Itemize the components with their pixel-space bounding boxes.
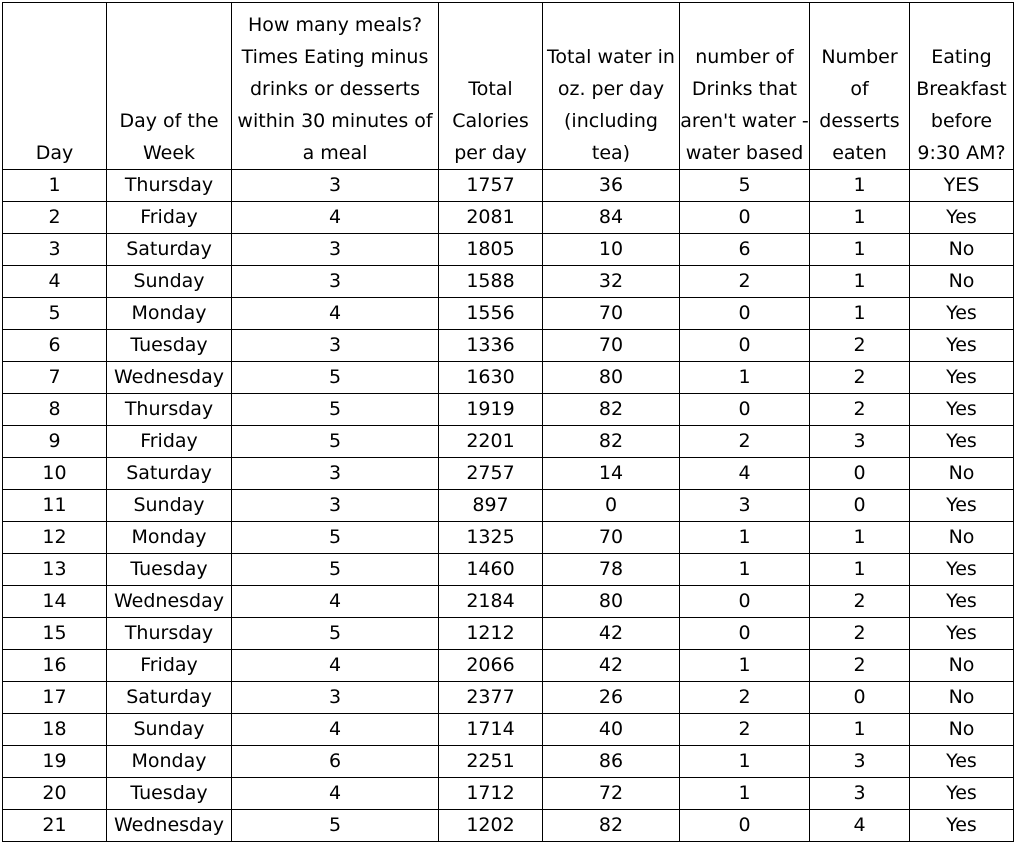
cell-desserts: 0 bbox=[810, 682, 910, 714]
cell-meals: 6 bbox=[232, 746, 439, 778]
cell-day: 21 bbox=[3, 810, 107, 842]
cell-water: 86 bbox=[543, 746, 680, 778]
cell-water: 70 bbox=[543, 522, 680, 554]
cell-calories: 1556 bbox=[439, 298, 543, 330]
cell-desserts: 2 bbox=[810, 330, 910, 362]
cell-breakfast: No bbox=[910, 714, 1014, 746]
cell-water: 42 bbox=[543, 650, 680, 682]
cell-calories: 1805 bbox=[439, 234, 543, 266]
cell-breakfast: Yes bbox=[910, 330, 1014, 362]
cell-breakfast: Yes bbox=[910, 810, 1014, 842]
cell-day-of-week: Wednesday bbox=[107, 810, 232, 842]
cell-other-drinks: 1 bbox=[680, 554, 810, 586]
cell-meals: 5 bbox=[232, 394, 439, 426]
table-body bbox=[3, 170, 1014, 842]
cell-breakfast: No bbox=[910, 522, 1014, 554]
cell-water: 14 bbox=[543, 458, 680, 490]
cell-other-drinks: 0 bbox=[680, 618, 810, 650]
cell-other-drinks: 2 bbox=[680, 682, 810, 714]
cell-meals: 4 bbox=[232, 778, 439, 810]
cell-day-of-week: Friday bbox=[107, 426, 232, 458]
cell-other-drinks: 1 bbox=[680, 778, 810, 810]
cell-day: 1 bbox=[3, 170, 107, 202]
cell-day-of-week: Tuesday bbox=[107, 330, 232, 362]
table-row bbox=[3, 330, 1014, 362]
cell-day: 19 bbox=[3, 746, 107, 778]
cell-calories: 2251 bbox=[439, 746, 543, 778]
cell-calories: 2184 bbox=[439, 586, 543, 618]
cell-water: 84 bbox=[543, 202, 680, 234]
cell-day: 10 bbox=[3, 458, 107, 490]
cell-breakfast: No bbox=[910, 266, 1014, 298]
cell-breakfast: Yes bbox=[910, 490, 1014, 522]
cell-water: 72 bbox=[543, 778, 680, 810]
cell-day-of-week: Sunday bbox=[107, 714, 232, 746]
cell-breakfast: No bbox=[910, 234, 1014, 266]
cell-meals: 5 bbox=[232, 618, 439, 650]
cell-desserts: 2 bbox=[810, 394, 910, 426]
cell-breakfast: Yes bbox=[910, 394, 1014, 426]
cell-day-of-week: Monday bbox=[107, 522, 232, 554]
cell-day: 18 bbox=[3, 714, 107, 746]
header-breakfast-label: Eating Breakfast before 9:30 AM? bbox=[916, 46, 1007, 164]
cell-other-drinks: 1 bbox=[680, 522, 810, 554]
table-row bbox=[3, 362, 1014, 394]
cell-water: 42 bbox=[543, 618, 680, 650]
cell-breakfast: Yes bbox=[910, 298, 1014, 330]
cell-day: 2 bbox=[3, 202, 107, 234]
cell-day: 14 bbox=[3, 586, 107, 618]
cell-other-drinks: 5 bbox=[680, 170, 810, 202]
cell-day-of-week: Saturday bbox=[107, 234, 232, 266]
cell-day-of-week: Saturday bbox=[107, 458, 232, 490]
header-day bbox=[3, 3, 107, 170]
table-row bbox=[3, 586, 1014, 618]
cell-desserts: 1 bbox=[810, 714, 910, 746]
cell-other-drinks: 1 bbox=[680, 362, 810, 394]
cell-breakfast: Yes bbox=[910, 586, 1014, 618]
table-row bbox=[3, 522, 1014, 554]
table-row bbox=[3, 714, 1014, 746]
cell-day-of-week: Friday bbox=[107, 202, 232, 234]
cell-other-drinks: 0 bbox=[680, 330, 810, 362]
cell-day-of-week: Saturday bbox=[107, 682, 232, 714]
cell-water: 10 bbox=[543, 234, 680, 266]
cell-meals: 5 bbox=[232, 522, 439, 554]
header-water bbox=[543, 3, 680, 170]
cell-day-of-week: Wednesday bbox=[107, 586, 232, 618]
cell-day-of-week: Thursday bbox=[107, 394, 232, 426]
cell-day: 11 bbox=[3, 490, 107, 522]
cell-desserts: 2 bbox=[810, 618, 910, 650]
cell-breakfast: No bbox=[910, 682, 1014, 714]
table-row bbox=[3, 234, 1014, 266]
cell-day: 3 bbox=[3, 234, 107, 266]
cell-other-drinks: 0 bbox=[680, 298, 810, 330]
cell-day: 5 bbox=[3, 298, 107, 330]
cell-meals: 4 bbox=[232, 650, 439, 682]
cell-day-of-week: Monday bbox=[107, 298, 232, 330]
cell-calories: 2377 bbox=[439, 682, 543, 714]
cell-desserts: 4 bbox=[810, 810, 910, 842]
cell-day: 16 bbox=[3, 650, 107, 682]
table-header bbox=[3, 3, 1014, 170]
cell-day: 4 bbox=[3, 266, 107, 298]
cell-desserts: 2 bbox=[810, 362, 910, 394]
cell-breakfast: YES bbox=[910, 170, 1014, 202]
cell-water: 82 bbox=[543, 426, 680, 458]
cell-meals: 4 bbox=[232, 714, 439, 746]
cell-other-drinks: 2 bbox=[680, 266, 810, 298]
table-row bbox=[3, 202, 1014, 234]
cell-day-of-week: Sunday bbox=[107, 490, 232, 522]
cell-day: 9 bbox=[3, 426, 107, 458]
cell-desserts: 0 bbox=[810, 458, 910, 490]
table-row bbox=[3, 426, 1014, 458]
cell-meals: 5 bbox=[232, 810, 439, 842]
header-meals-label: How many meals? Times Eating minus drinks or desserts within 30 minutes of a meal bbox=[237, 14, 433, 164]
cell-water: 80 bbox=[543, 362, 680, 394]
cell-breakfast: Yes bbox=[910, 746, 1014, 778]
cell-calories: 2081 bbox=[439, 202, 543, 234]
cell-day-of-week: Tuesday bbox=[107, 778, 232, 810]
cell-meals: 5 bbox=[232, 426, 439, 458]
cell-desserts: 3 bbox=[810, 746, 910, 778]
cell-desserts: 1 bbox=[810, 170, 910, 202]
cell-day-of-week: Thursday bbox=[107, 618, 232, 650]
header-other-drinks bbox=[680, 3, 810, 170]
cell-day: 7 bbox=[3, 362, 107, 394]
cell-meals: 3 bbox=[232, 234, 439, 266]
table-row bbox=[3, 298, 1014, 330]
cell-day-of-week: Friday bbox=[107, 650, 232, 682]
cell-other-drinks: 2 bbox=[680, 426, 810, 458]
table-row bbox=[3, 618, 1014, 650]
cell-meals: 3 bbox=[232, 490, 439, 522]
cell-desserts: 1 bbox=[810, 554, 910, 586]
cell-meals: 3 bbox=[232, 266, 439, 298]
table-row bbox=[3, 810, 1014, 842]
cell-day: 6 bbox=[3, 330, 107, 362]
cell-desserts: 1 bbox=[810, 266, 910, 298]
cell-calories: 1212 bbox=[439, 618, 543, 650]
cell-calories: 1202 bbox=[439, 810, 543, 842]
header-calories bbox=[439, 3, 543, 170]
header-day-of-week bbox=[107, 3, 232, 170]
cell-calories: 1325 bbox=[439, 522, 543, 554]
cell-meals: 5 bbox=[232, 554, 439, 586]
cell-meals: 3 bbox=[232, 458, 439, 490]
cell-desserts: 0 bbox=[810, 490, 910, 522]
cell-day-of-week: Thursday bbox=[107, 170, 232, 202]
table-row bbox=[3, 778, 1014, 810]
cell-calories: 1712 bbox=[439, 778, 543, 810]
header-other-drinks-label: number of Drinks that aren't water - water based bbox=[680, 46, 809, 164]
cell-water: 82 bbox=[543, 394, 680, 426]
cell-calories: 897 bbox=[439, 490, 543, 522]
cell-meals: 3 bbox=[232, 170, 439, 202]
header-day-label: Day bbox=[35, 142, 74, 164]
cell-day-of-week: Sunday bbox=[107, 266, 232, 298]
header-desserts-label: Number of desserts eaten bbox=[819, 46, 900, 164]
cell-calories: 1588 bbox=[439, 266, 543, 298]
cell-desserts: 1 bbox=[810, 234, 910, 266]
cell-desserts: 2 bbox=[810, 650, 910, 682]
food-log-table bbox=[2, 2, 1014, 842]
table-row bbox=[3, 682, 1014, 714]
cell-calories: 1336 bbox=[439, 330, 543, 362]
cell-meals: 4 bbox=[232, 202, 439, 234]
cell-other-drinks: 0 bbox=[680, 394, 810, 426]
header-meals bbox=[232, 3, 439, 170]
header-calories-label: Total Calories per day bbox=[452, 78, 529, 164]
cell-day-of-week: Monday bbox=[107, 746, 232, 778]
cell-calories: 1630 bbox=[439, 362, 543, 394]
cell-breakfast: Yes bbox=[910, 778, 1014, 810]
cell-day: 20 bbox=[3, 778, 107, 810]
cell-breakfast: Yes bbox=[910, 202, 1014, 234]
cell-breakfast: Yes bbox=[910, 362, 1014, 394]
cell-desserts: 1 bbox=[810, 202, 910, 234]
table-row bbox=[3, 490, 1014, 522]
cell-day-of-week: Wednesday bbox=[107, 362, 232, 394]
cell-water: 40 bbox=[543, 714, 680, 746]
table-row bbox=[3, 554, 1014, 586]
cell-water: 70 bbox=[543, 330, 680, 362]
cell-meals: 3 bbox=[232, 682, 439, 714]
cell-desserts: 2 bbox=[810, 586, 910, 618]
cell-day: 8 bbox=[3, 394, 107, 426]
header-desserts bbox=[810, 3, 910, 170]
cell-breakfast: Yes bbox=[910, 426, 1014, 458]
cell-water: 32 bbox=[543, 266, 680, 298]
cell-other-drinks: 6 bbox=[680, 234, 810, 266]
cell-water: 70 bbox=[543, 298, 680, 330]
cell-other-drinks: 0 bbox=[680, 202, 810, 234]
cell-other-drinks: 0 bbox=[680, 810, 810, 842]
header-water-label: Total water in oz. per day (including tea) bbox=[547, 46, 675, 164]
cell-other-drinks: 1 bbox=[680, 746, 810, 778]
table-row bbox=[3, 650, 1014, 682]
cell-other-drinks: 4 bbox=[680, 458, 810, 490]
cell-meals: 4 bbox=[232, 586, 439, 618]
cell-calories: 1757 bbox=[439, 170, 543, 202]
cell-day-of-week: Tuesday bbox=[107, 554, 232, 586]
table-row bbox=[3, 394, 1014, 426]
cell-other-drinks: 1 bbox=[680, 650, 810, 682]
cell-water: 82 bbox=[543, 810, 680, 842]
cell-water: 78 bbox=[543, 554, 680, 586]
cell-breakfast: Yes bbox=[910, 554, 1014, 586]
cell-water: 0 bbox=[543, 490, 680, 522]
table-row bbox=[3, 458, 1014, 490]
header-breakfast bbox=[910, 3, 1014, 170]
cell-water: 36 bbox=[543, 170, 680, 202]
cell-breakfast: Yes bbox=[910, 618, 1014, 650]
table-row bbox=[3, 266, 1014, 298]
cell-breakfast: No bbox=[910, 650, 1014, 682]
table-row bbox=[3, 746, 1014, 778]
cell-desserts: 1 bbox=[810, 522, 910, 554]
cell-desserts: 1 bbox=[810, 298, 910, 330]
cell-day: 17 bbox=[3, 682, 107, 714]
cell-other-drinks: 3 bbox=[680, 490, 810, 522]
cell-day: 13 bbox=[3, 554, 107, 586]
cell-meals: 3 bbox=[232, 330, 439, 362]
cell-calories: 2201 bbox=[439, 426, 543, 458]
cell-calories: 1919 bbox=[439, 394, 543, 426]
cell-breakfast: No bbox=[910, 458, 1014, 490]
cell-calories: 1714 bbox=[439, 714, 543, 746]
cell-desserts: 3 bbox=[810, 426, 910, 458]
cell-calories: 2757 bbox=[439, 458, 543, 490]
cell-calories: 2066 bbox=[439, 650, 543, 682]
cell-other-drinks: 0 bbox=[680, 586, 810, 618]
header-day-of-week-label: Day of the Week bbox=[119, 110, 219, 164]
cell-day: 12 bbox=[3, 522, 107, 554]
header-row bbox=[3, 3, 1014, 170]
cell-meals: 5 bbox=[232, 362, 439, 394]
cell-calories: 1460 bbox=[439, 554, 543, 586]
cell-water: 80 bbox=[543, 586, 680, 618]
cell-meals: 4 bbox=[232, 298, 439, 330]
cell-day: 15 bbox=[3, 618, 107, 650]
cell-desserts: 3 bbox=[810, 778, 910, 810]
cell-other-drinks: 2 bbox=[680, 714, 810, 746]
cell-water: 26 bbox=[543, 682, 680, 714]
table-row bbox=[3, 170, 1014, 202]
